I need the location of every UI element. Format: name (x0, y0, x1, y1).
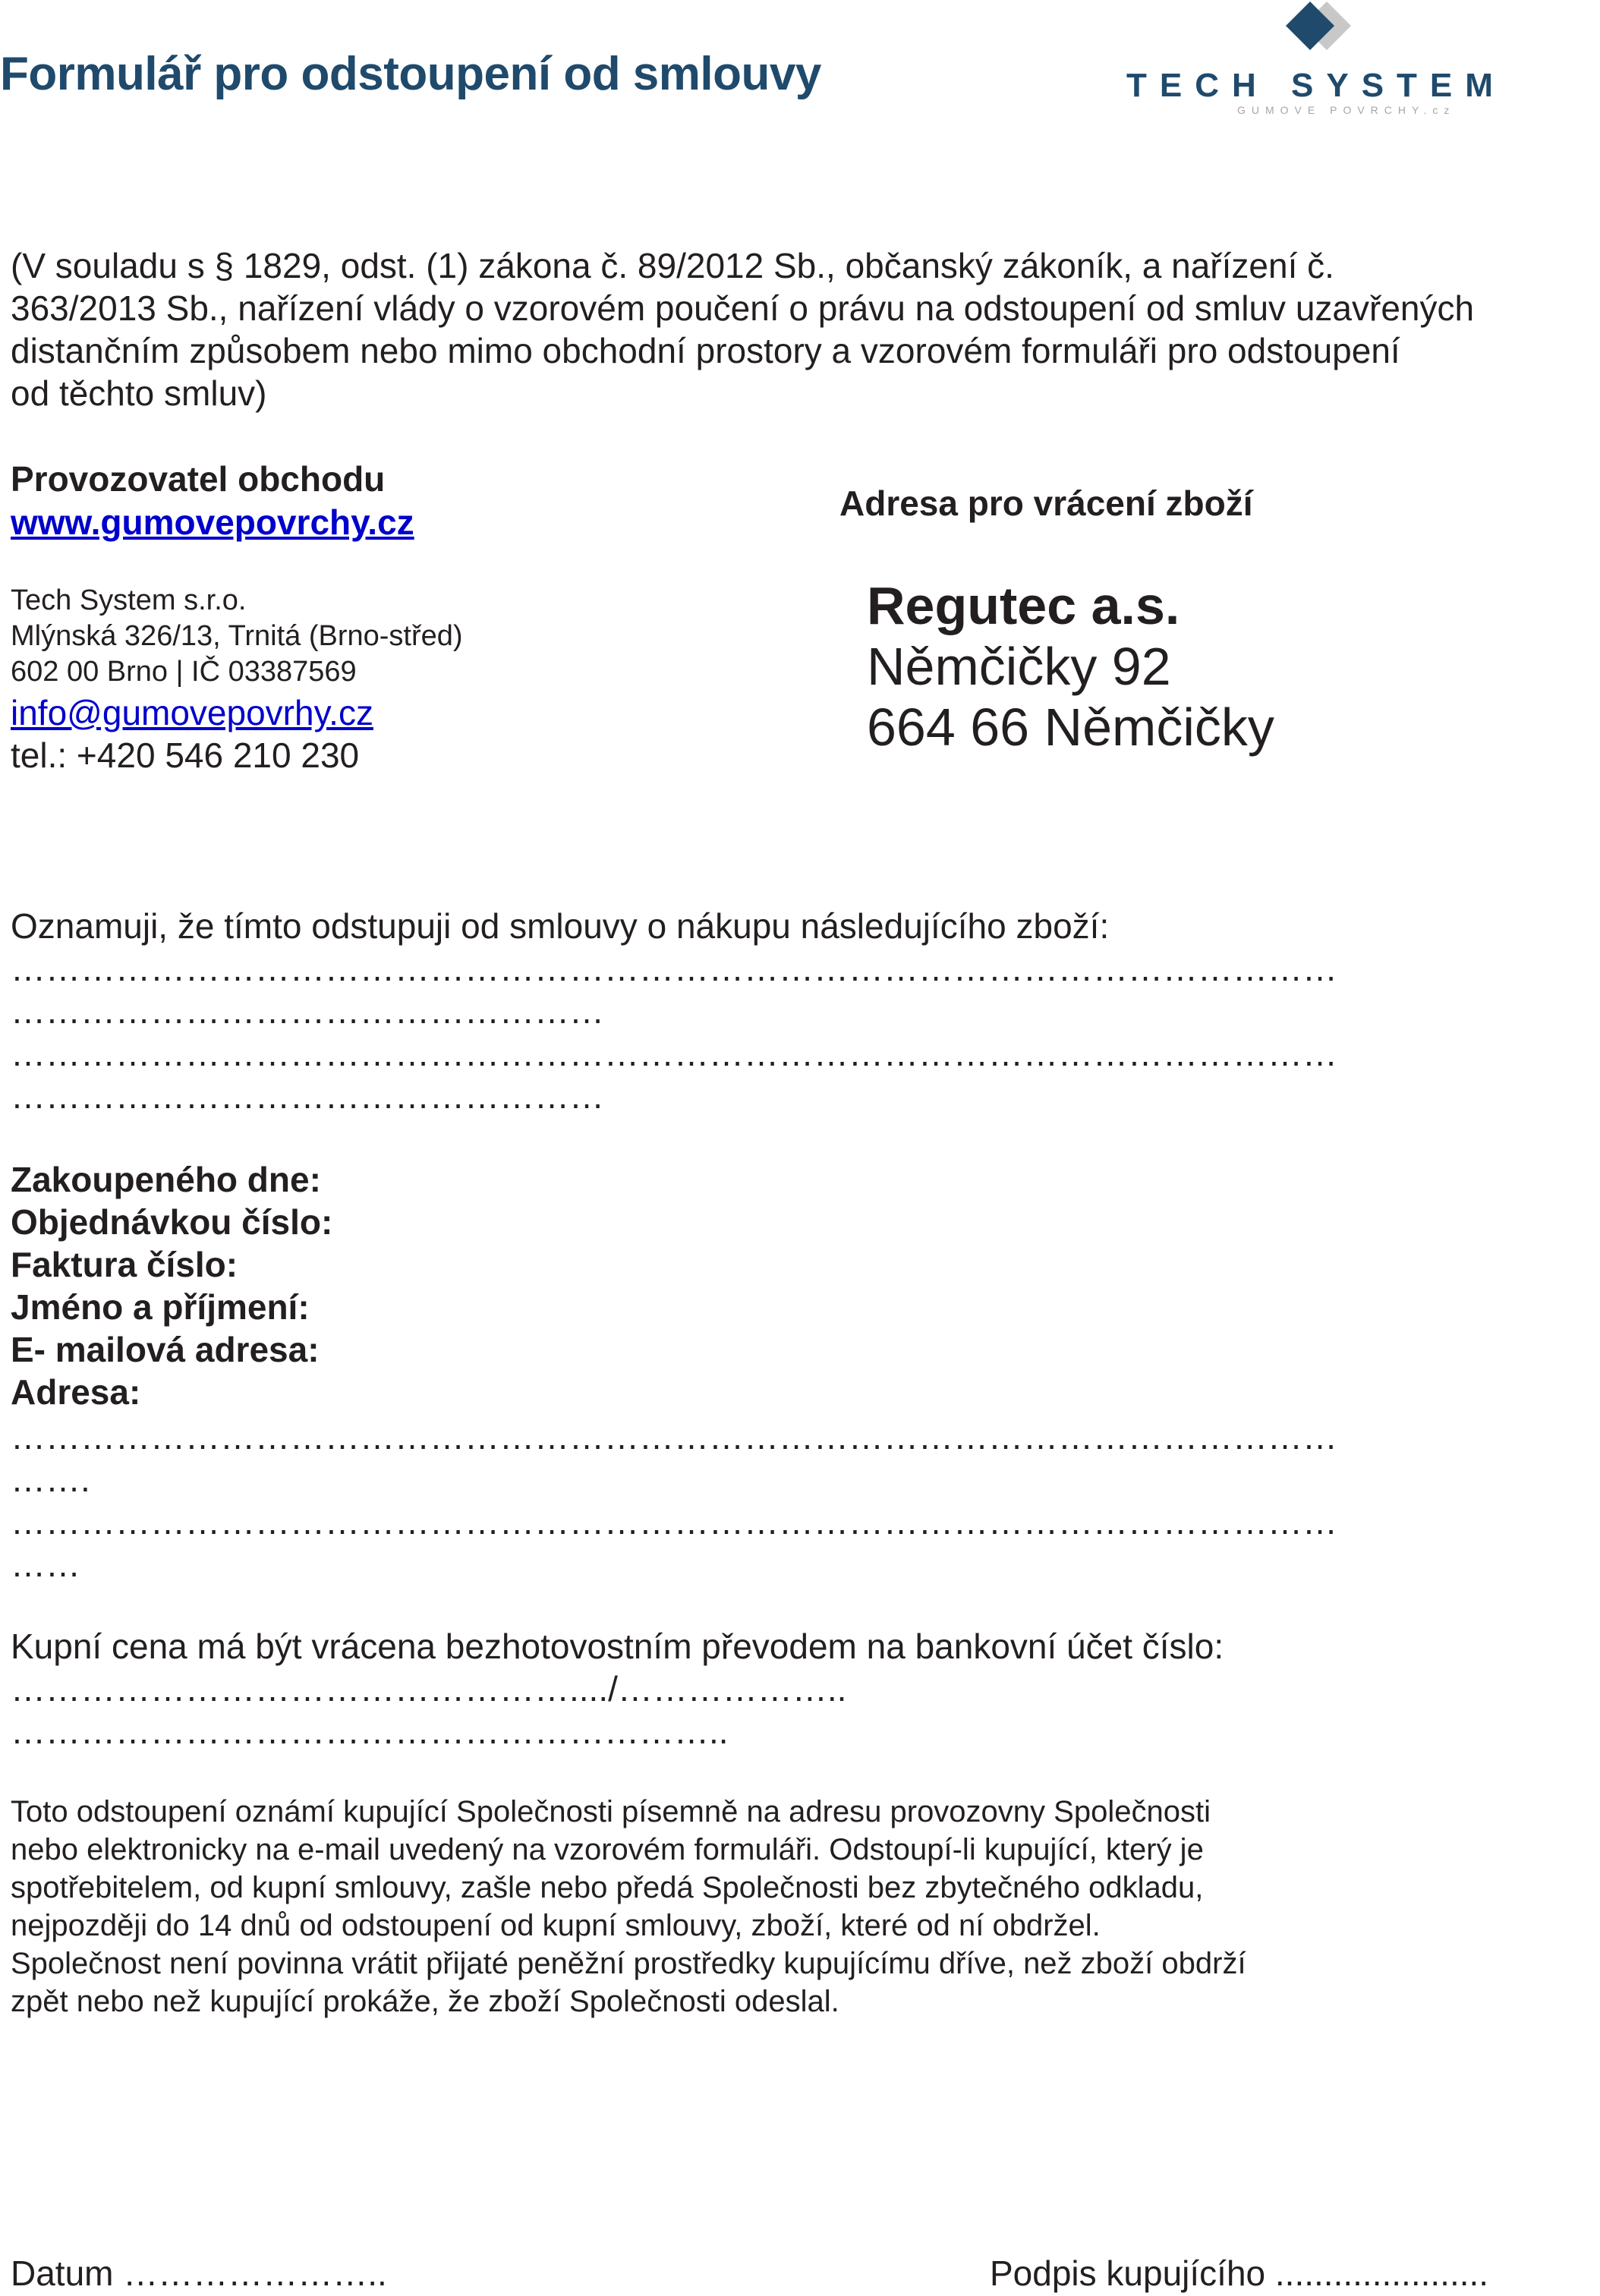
terms-line: zpět nebo než kupující prokáže, že zboží Společnosti odeslal. (11, 1985, 839, 2018)
operator-phone: tel.: +420 546 210 230 (11, 735, 360, 775)
tech-system-logo (1116, 0, 1541, 121)
terms-line: nejpozději do 14 dnů od odstoupení od kupní smlouvy, zboží, které od ní obdržel. (11, 1909, 1101, 1942)
intro-legal-text (11, 244, 1600, 414)
logo-name: TECH SYSTEM (1126, 67, 1506, 104)
refund-text: Kupní cena má být vrácena bezhotovostním převodem na bankovní účet číslo: (11, 1627, 1224, 1666)
logo-diamonds-icon (1283, 0, 1374, 61)
email-label: E- mailová adresa: (11, 1330, 320, 1369)
intro-line: (V souladu s § 1829, odst. (1) zákona č. 89/2012 Sb., občanský zákoník, a nařízení č. (11, 246, 1334, 285)
terms-line: Toto odstoupení oznámí kupující Společnosti písemně na adresu provozovny Společnosti (11, 1795, 1211, 1828)
full-name-label: Jméno a příjmení: (11, 1287, 310, 1327)
purchase-date-label: Zakoupeného dne: (11, 1160, 321, 1199)
withdrawal-notice: Oznamuji, že tímto odstupuji od smlouvy o nákupu následujícího zboží: (11, 906, 1110, 946)
bank-account-line[interactable]: …………………………………………………….. (11, 1712, 729, 1751)
address-line[interactable]: …………………………………………………………………………………………………… (11, 1502, 1337, 1542)
operator-city-id: 602 00 Brno | IČ 03387569 (11, 656, 357, 688)
operator-email-link[interactable]: info@gumovepovrhy.cz (11, 693, 373, 732)
terms-line: spotřebitelem, od kupní smlouvy, zašle nebo předá Společnosti bez zbytečného odkladu, (11, 1871, 1204, 1904)
terms-line: Společnost není povinna vrátit přijaté peněžní prostředky kupujícímu dříve, než zboží obdrží (11, 1947, 1246, 1980)
operator-heading: Provozovatel obchodu (11, 459, 386, 499)
operator-website-link[interactable]: www.gumovepovrchy.cz (11, 502, 414, 542)
address-line[interactable]: …………………………………………………………………………………………………… (11, 1417, 1337, 1457)
date-field[interactable]: Datum ………………….. (11, 2253, 387, 2293)
terms-paragraph (11, 1793, 1246, 2020)
terms-line: nebo elektronicky na e-mail uvedený na vzorovém formuláři. Odstoupí-li kupující, který je (11, 1833, 1204, 1866)
goods-line[interactable]: …………………………………………………………………………………………………… (11, 949, 1337, 988)
logo-tagline: GUMOVE POVRCHY.cz (1237, 104, 1456, 116)
return-name: Regutec a.s. (867, 576, 1180, 635)
order-number-label: Objednávkou číslo: (11, 1202, 333, 1242)
return-street: Němčičky 92 (867, 637, 1171, 696)
intro-line: 363/2013 Sb., nařízení vlády o vzorovém poučení o právu na odstoupení od smluv uzavřených (11, 288, 1475, 328)
intro-line: distančním způsobem nebo mimo obchodní prostory a vzorovém formuláři pro odstoupení (11, 331, 1400, 370)
operator-company: Tech System s.r.o. (11, 584, 247, 616)
address-label: Adresa: (11, 1372, 141, 1412)
goods-line[interactable]: …………………………………………… (11, 1076, 604, 1116)
address-line[interactable]: ……. (11, 1460, 90, 1499)
address-line[interactable]: …… (11, 1545, 80, 1584)
return-heading: Adresa pro vrácení zboží (839, 483, 1253, 523)
return-city: 664 66 Němčičky (867, 698, 1274, 757)
invoice-number-label: Faktura číslo: (11, 1245, 238, 1284)
page-title: Formulář pro odstoupení od smlouvy (0, 48, 821, 100)
intro-line: od těchto smluv) (11, 373, 267, 413)
goods-line[interactable]: …………………………………………… (11, 991, 604, 1031)
signature-field[interactable]: Podpis kupujícího ...................... (990, 2253, 1489, 2293)
goods-line[interactable]: …………………………………………………………………………………………………… (11, 1034, 1337, 1073)
operator-street: Mlýnská 326/13, Trnitá (Brno-střed) (11, 620, 463, 652)
bank-account-line[interactable]: …………………………………………..../……………….. (11, 1669, 847, 1709)
